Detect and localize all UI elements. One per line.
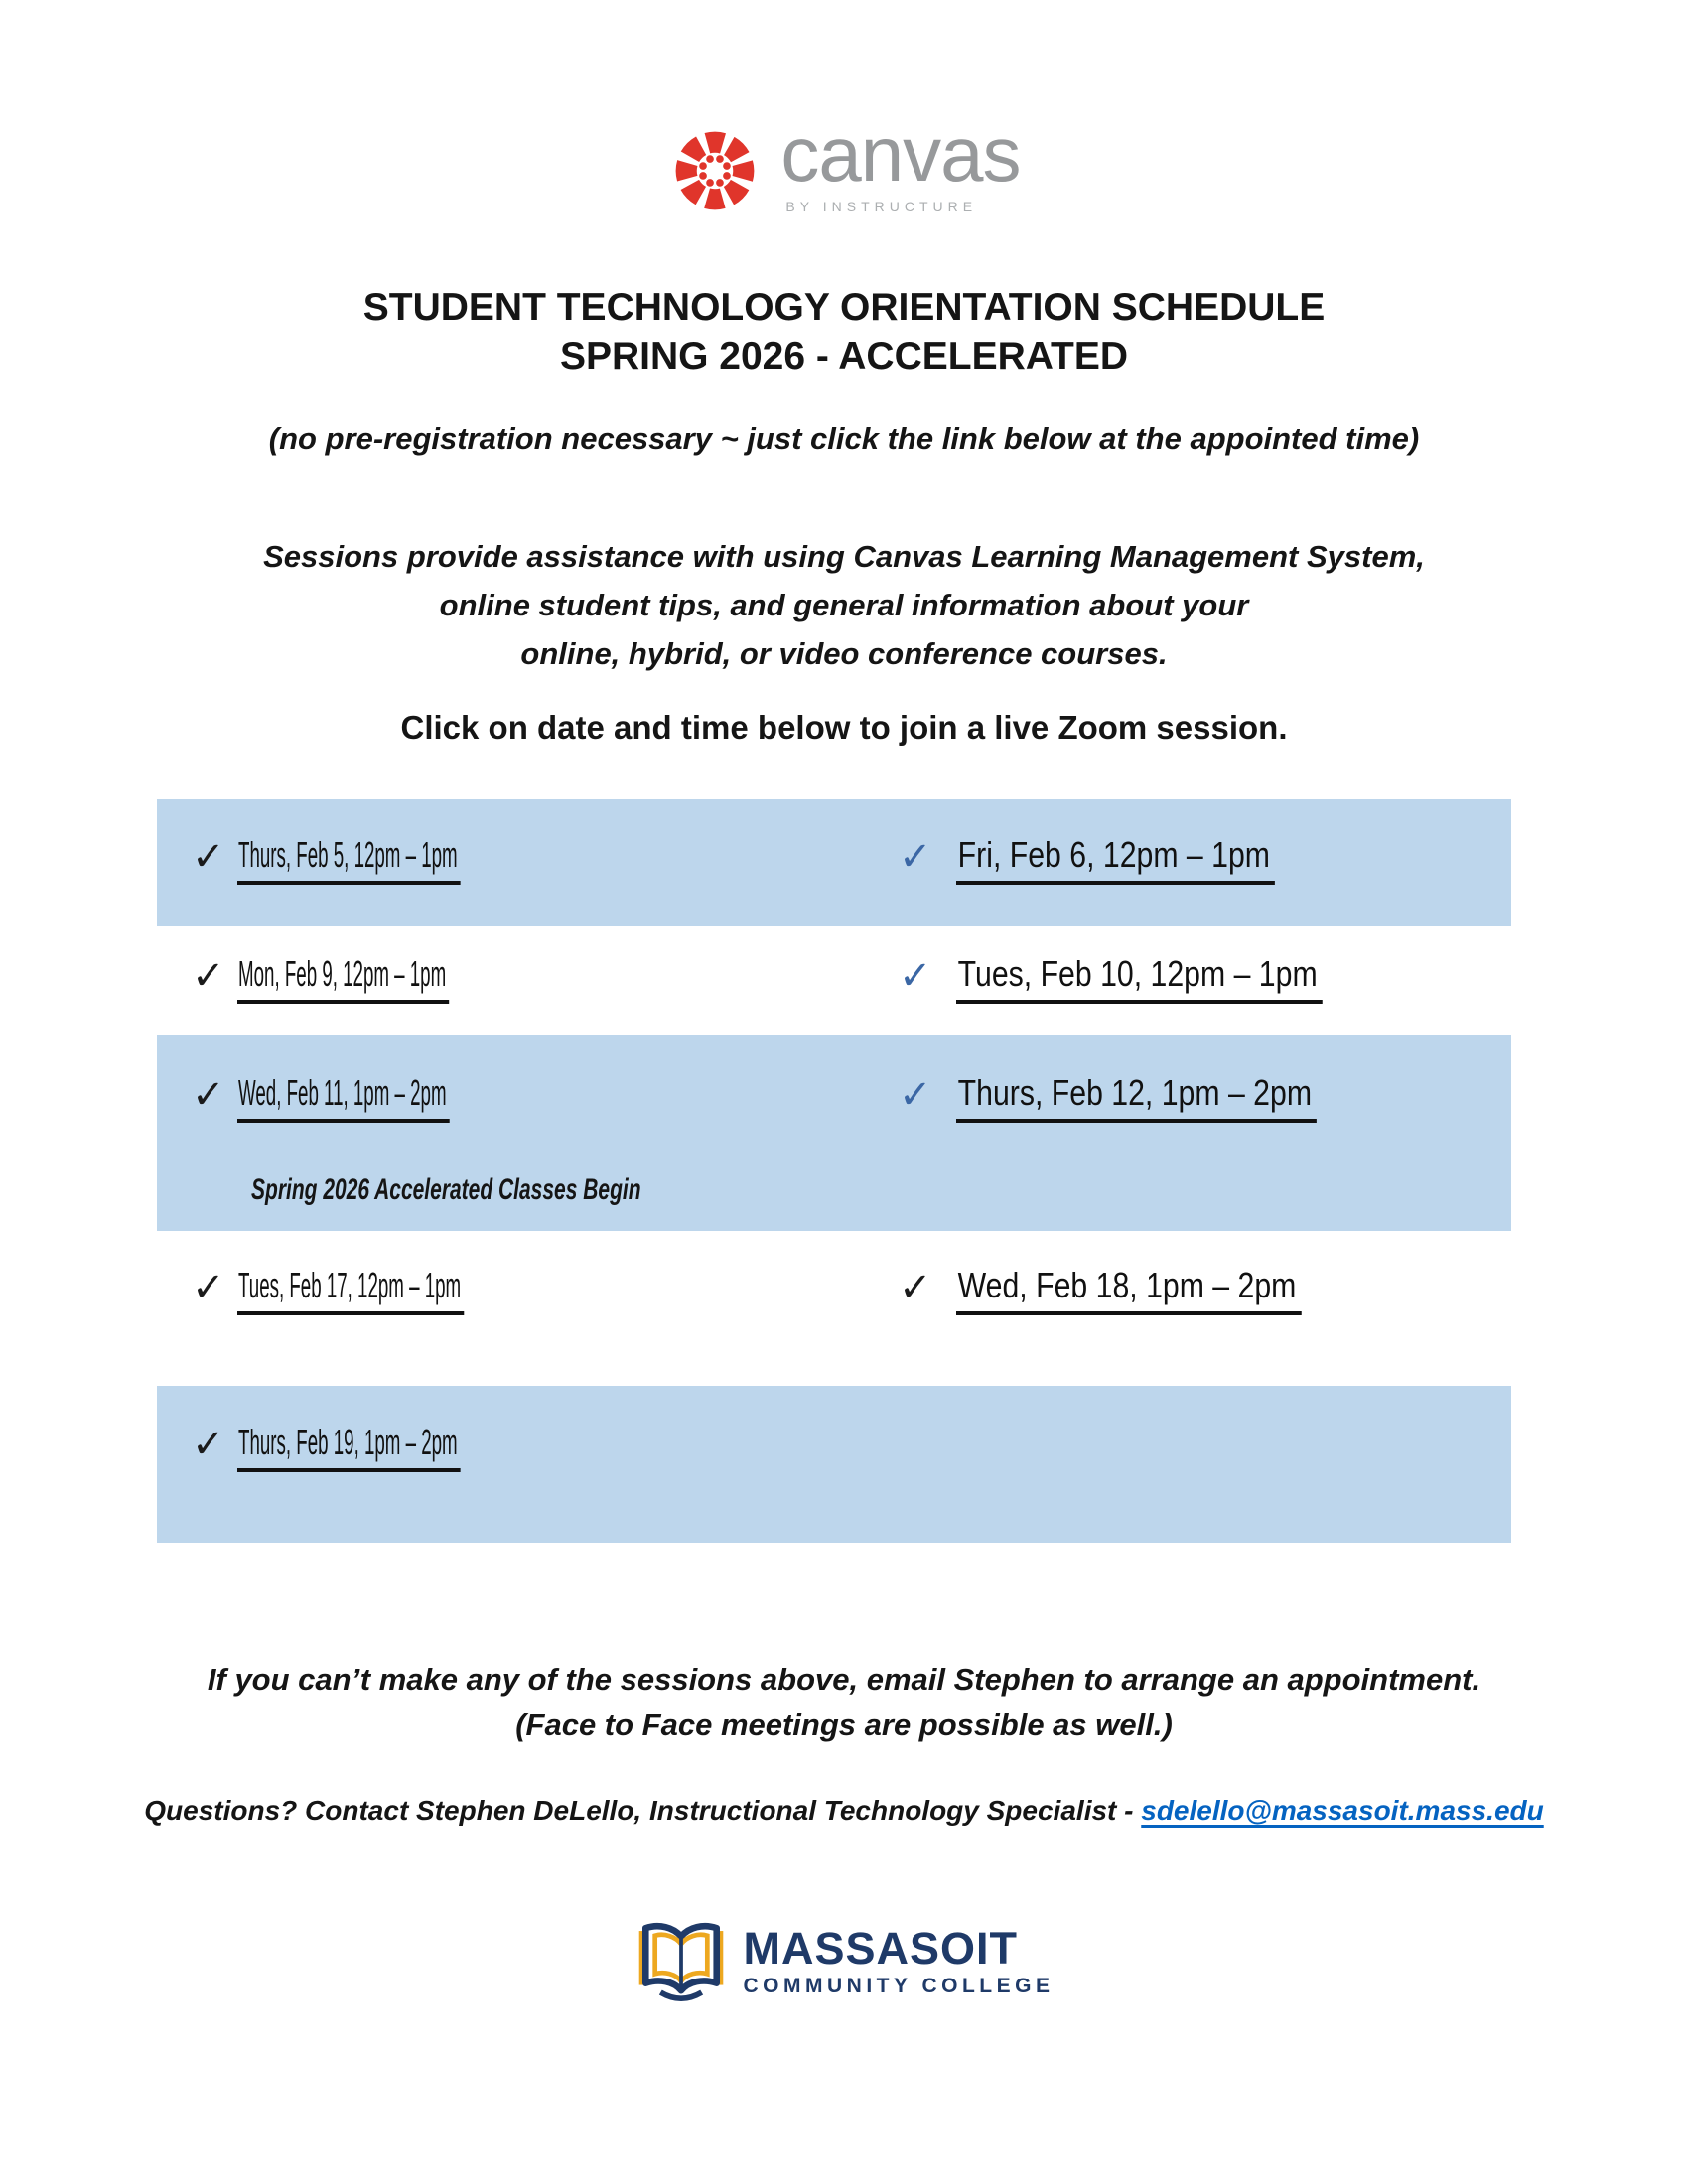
session-link-label[interactable]: Mon, Feb 9, 12pm – 1pm bbox=[237, 951, 449, 1004]
massasoit-subtitle: COMMUNITY COLLEGE bbox=[743, 1975, 1055, 1997]
contact-email-link[interactable]: sdelello@massasoit.mass.edu bbox=[1141, 1795, 1544, 1826]
session-link-wed-feb-18[interactable] bbox=[899, 1263, 1366, 1315]
intro-line-2: online student tips, and general information about your bbox=[439, 588, 1249, 622]
no-registration-note: (no pre-registration necessary ~ just click the link below at the appointed time) bbox=[268, 421, 1420, 456]
session-link-label[interactable]: Wed, Feb 18, 1pm – 2pm bbox=[956, 1263, 1301, 1315]
massasoit-name: MASSASOIT bbox=[743, 1923, 1019, 1974]
check-icon: ✓ bbox=[899, 954, 932, 998]
classes-begin-note: Spring 2026 Accelerated Classes Begin bbox=[251, 1173, 641, 1206]
intro-line-1: Sessions provide assistance with using Canvas Learning Management System, bbox=[263, 539, 1425, 574]
canvas-wordmark-block bbox=[780, 110, 1021, 214]
canvas-logo-icon bbox=[667, 123, 763, 218]
massasoit-text-block bbox=[743, 1923, 1055, 1998]
schedule-row-5 bbox=[157, 1420, 1511, 1477]
session-link-mon-feb-9[interactable] bbox=[192, 951, 644, 1004]
schedule-row-3 bbox=[157, 1070, 1511, 1128]
session-link-tues-feb-17[interactable] bbox=[192, 1263, 672, 1315]
massasoit-book-icon bbox=[634, 1916, 728, 2009]
check-icon: ✓ bbox=[192, 1423, 225, 1466]
page-title-line2: SPRING 2026 - ACCELERATED bbox=[559, 336, 1129, 378]
session-link-thurs-feb-19[interactable] bbox=[192, 1420, 666, 1472]
session-link-thurs-feb-12[interactable] bbox=[899, 1070, 1385, 1123]
intro-line-3: online, hybrid, or video conference courses. bbox=[520, 636, 1168, 671]
session-link-thurs-feb-5[interactable] bbox=[192, 832, 666, 885]
session-link-fri-feb-6[interactable] bbox=[899, 832, 1336, 885]
schedule-row-2 bbox=[157, 951, 1511, 1009]
click-instruction: Click on date and time below to join a live Zoom session. bbox=[400, 709, 1288, 746]
schedule-row-4 bbox=[157, 1263, 1511, 1320]
closing-line-1: If you can’t make any of the sessions above, email Stephen to arrange an appointment. bbox=[207, 1662, 1481, 1697]
canvas-logo bbox=[0, 110, 1688, 218]
canvas-wordmark: canvas bbox=[780, 110, 1021, 198]
session-link-wed-feb-11[interactable] bbox=[192, 1070, 644, 1123]
canvas-tagline: BY INSTRUCTURE bbox=[785, 199, 978, 214]
check-icon: ✓ bbox=[192, 1266, 225, 1309]
session-link-label[interactable]: Tues, Feb 10, 12pm – 1pm bbox=[956, 951, 1323, 1004]
session-link-label[interactable]: Tues, Feb 17, 12pm – 1pm bbox=[237, 1263, 464, 1315]
session-link-label[interactable]: Thurs, Feb 19, 1pm – 2pm bbox=[237, 1420, 461, 1472]
check-icon: ✓ bbox=[899, 1073, 932, 1117]
page-title-line1: STUDENT TECHNOLOGY ORIENTATION SCHEDULE bbox=[362, 286, 1326, 329]
contact-text: Questions? Contact Stephen DeLello, Instructional Technology Specialist - bbox=[144, 1795, 1142, 1826]
contact-line bbox=[0, 1795, 1688, 1827]
check-icon: ✓ bbox=[192, 1073, 225, 1117]
check-icon: ✓ bbox=[192, 954, 225, 998]
session-link-label[interactable]: Thurs, Feb 5, 12pm – 1pm bbox=[237, 832, 461, 885]
session-link-label[interactable]: Fri, Feb 6, 12pm – 1pm bbox=[956, 832, 1275, 885]
massasoit-logo bbox=[0, 1916, 1688, 2009]
check-icon: ✓ bbox=[899, 835, 932, 879]
session-link-label[interactable]: Thurs, Feb 12, 1pm – 2pm bbox=[956, 1070, 1317, 1123]
check-icon: ✓ bbox=[899, 1266, 932, 1309]
intro-paragraph bbox=[0, 532, 1688, 678]
session-link-label[interactable]: Wed, Feb 11, 1pm – 2pm bbox=[237, 1070, 450, 1123]
schedule-row-1 bbox=[157, 832, 1511, 889]
closing-line-2: (Face to Face meetings are possible as well.) bbox=[515, 1707, 1173, 1742]
session-link-tues-feb-10[interactable] bbox=[899, 951, 1391, 1004]
check-icon: ✓ bbox=[192, 835, 225, 879]
